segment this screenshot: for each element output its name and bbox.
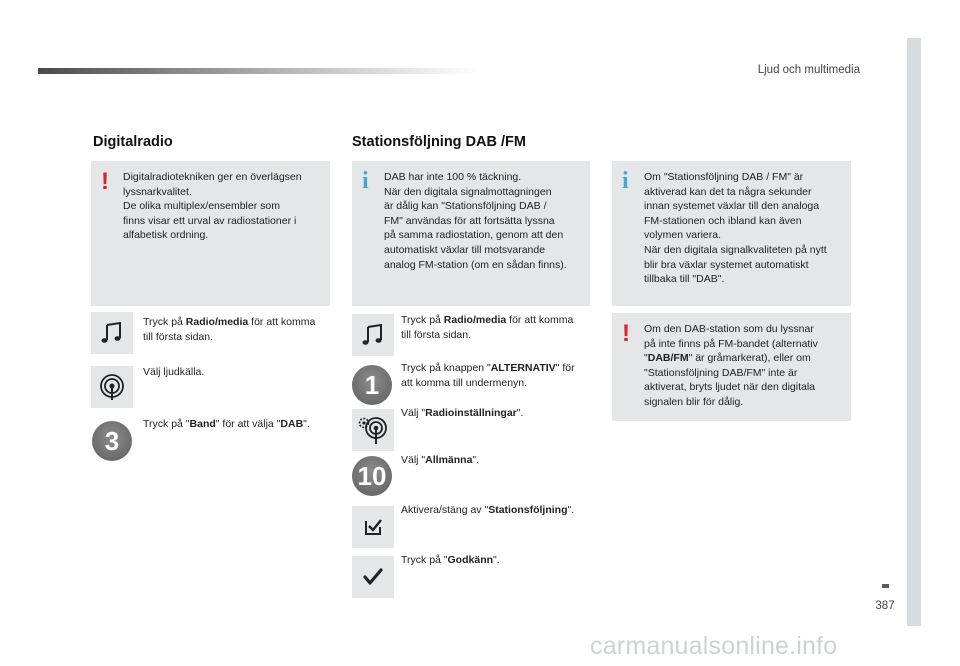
page-marker: [882, 584, 889, 588]
page-side-bar: [907, 38, 921, 626]
step-number-1: 1: [352, 365, 392, 405]
note-text: DAB har inte 100 % täckning. När den digitala signalmottagningen är dålig kan "Stationsföljning DAB / FM" användas för att fortsätta lyssna på samma radiostation, genom att den automatiskt växlar till motsvarande analog FM-station (om en sådan finns).: [384, 171, 567, 271]
mid-step-2-text: Tryck på knappen "ALTERNATIV" för att komma till undermenyn.: [401, 362, 575, 389]
mid-step-3-text: Välj "Radioinställningar".: [401, 407, 524, 419]
step-number-10: 10: [352, 456, 392, 496]
note-text: Digitalradiotekniken ger en överlägsen lyssnarkvalitet. De olika multiplex/ensembler som finns visar ett urval av radiostationer i alfabetisk ordning.: [123, 171, 302, 242]
music-note-icon: [352, 314, 394, 356]
radio-settings-icon: [352, 409, 394, 451]
music-note-icon: [91, 312, 133, 354]
watermark: carmanualsonline.info: [590, 632, 838, 660]
note-text: Om den DAB-station som du lyssnar på inte finns på FM-bandet (alternativ "DAB/FM" är gråmarkerat), eller om "Stationsföljning DAB/FM" inte är aktiverat, bryts ljudet när den digitala signalen blir för dålig.: [644, 323, 818, 408]
info-icon: i: [362, 168, 369, 194]
mid-step-4-text: Välj "Allmänna".: [401, 454, 480, 466]
mid-step-6-text: Tryck på "Godkänn".: [401, 554, 500, 566]
section-label: Ljud och multimedia: [757, 64, 860, 76]
note-text: Om "Stationsföljning DAB / FM" är aktiverad kan det ta några sekunder innan systemet växlar till den analoga FM-stationen och ibland kan även volymen variera. När den digitala signalkvaliteten på nytt blir bra växlar systemet automatiskt tillbaka till "DAB".: [644, 171, 827, 286]
note-stationsfoljning-info: [612, 161, 851, 306]
title-digitalradio: Digitalradio: [93, 134, 173, 150]
page-number: 387: [875, 600, 895, 612]
left-step-3-text: Tryck på "Band" för att välja "DAB".: [143, 418, 310, 430]
radio-source-icon: [91, 366, 133, 408]
note-digitalradio: [91, 161, 330, 306]
note-stationsfoljning-warning: [612, 313, 851, 421]
checkmark-icon: [352, 556, 394, 598]
header-gradient-bar: [38, 68, 478, 74]
warning-icon: !: [622, 320, 630, 347]
mid-step-1-text: Tryck på Radio/media för att komma till första sidan.: [401, 314, 574, 341]
mid-step-5-text: Aktivera/stäng av "Stationsföljning".: [401, 504, 575, 516]
checkbox-toggle-icon: [352, 506, 394, 548]
left-step-1-text: Tryck på Radio/media för att komma till första sidan.: [143, 316, 316, 343]
title-stationsfoljning: Stationsföljning DAB /FM: [352, 134, 526, 150]
info-icon: i: [622, 168, 629, 194]
warning-icon: !: [101, 168, 109, 195]
note-dab-coverage: [352, 161, 590, 306]
step-number-3: 3: [92, 421, 132, 461]
left-step-2-text: Välj ljudkälla.: [143, 366, 205, 378]
